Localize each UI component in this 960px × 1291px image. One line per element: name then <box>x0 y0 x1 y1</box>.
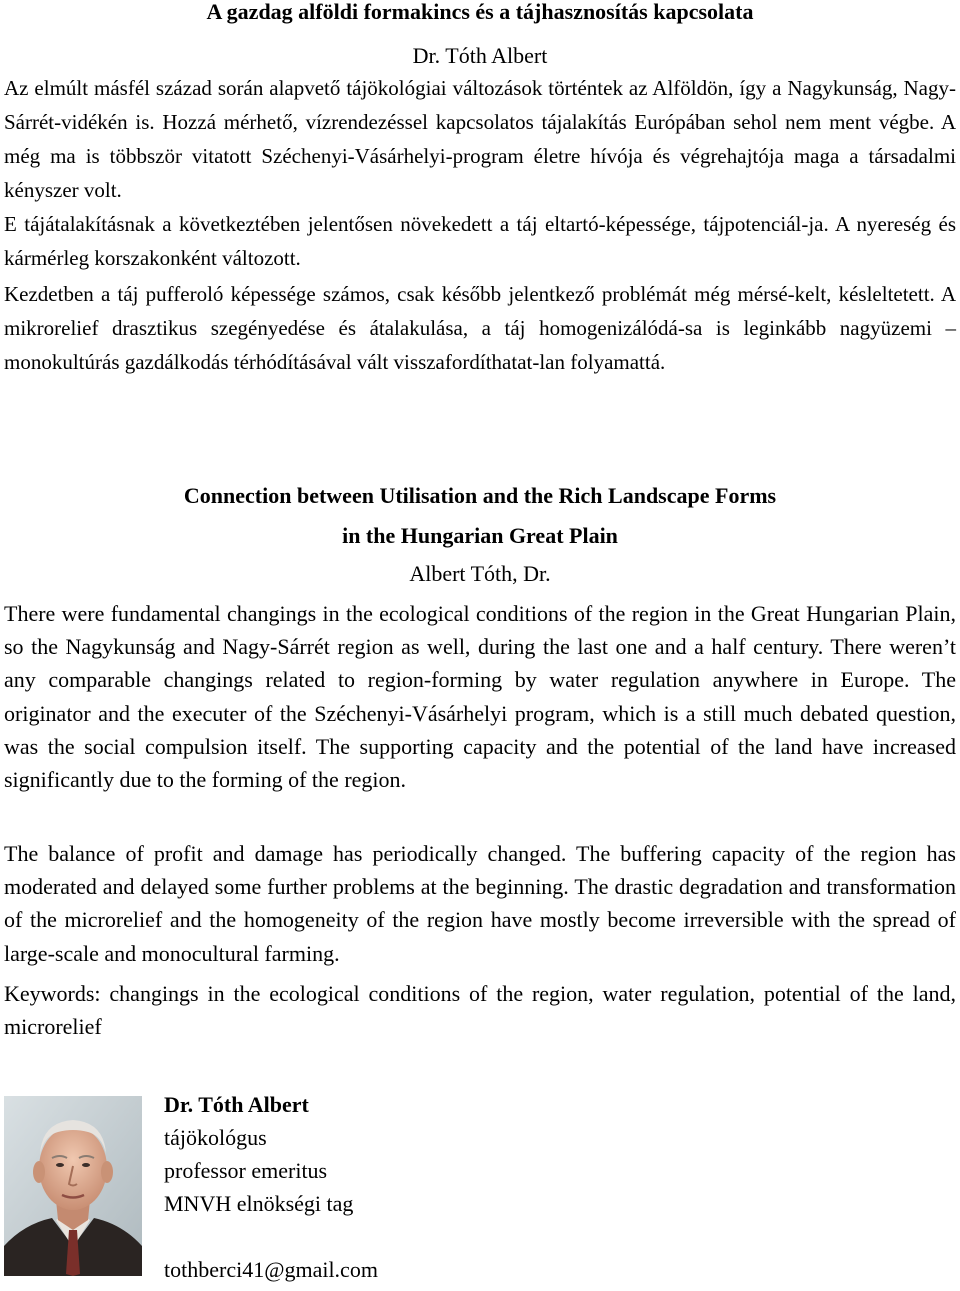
english-title-line-2: in the Hungarian Great Plain <box>342 523 618 548</box>
english-title <box>0 476 960 556</box>
bio-role-1: tájökológus <box>164 1125 267 1150</box>
english-keywords: Keywords: changings in the ecological conditions of the region, water regulation, potential of the land, microrelief <box>4 981 956 1040</box>
hungarian-paragraph-2: E tájátalakításnak a következtében jelentősen növekedett a táj eltartó-képessége, tájpotenciál-ja. A nyereség és kármérleg korszakonként változott. <box>4 212 956 270</box>
portrait-illustration <box>4 1096 142 1276</box>
english-paragraph-1: There were fundamental changings in the ecological conditions of the region in the Great Hungarian Plain, so the Nagykunság and Nagy-Sárrét region as well, during the last one and a half century. There weren’t any comparable changings related to region-forming by water regulation anywhere in Europe. The originator and the executer of the Széchenyi-Vásárhelyi program, which is a still much debated question, was the social compulsion itself. The supporting capacity and the potential of the land have increased significantly due to the forming of the region. <box>4 601 956 793</box>
bio-role-3: MNVH elnökségi tag <box>164 1191 354 1216</box>
author-bio <box>164 1088 378 1286</box>
hungarian-paragraph-1: Az elmúlt másfél század során alapvető tájökológiai változások történtek az Alföldön, így a Nagykunság, Nagy-Sárrét-vidékén is. Hozzá mérhető, vízrendezéssel kapcsolatos tájalakítás Európában sehol nem ment végbe. A még ma is többször vitatott Széchenyi-Vásárhelyi-program életre hívója és végrehajtója maga a társadalmi kényszer volt. <box>4 76 956 202</box>
author-portrait-photo <box>4 1096 142 1276</box>
bio-name: Dr. Tóth Albert <box>164 1092 309 1117</box>
english-paragraph-2: The balance of profit and damage has periodically changed. The buffering capacity of the region has moderated and delayed some further problems at the beginning. The drastic degradation and transformation of the microrelief and the homogeneity of the region have mostly become irreversible with the spread of large-scale and monocultural farming. <box>4 841 956 966</box>
hungarian-paragraph-3: Kezdetben a táj pufferoló képessége számos, csak később jelentkező problémát még mérsé-kelt, késleltetett. A mikrorelief drasztikus szegényedése és átalakulása, a táj homogenizálódá-sa is leginkább nagyüzemi – monokultúrás gazdálkodás térhódításával vált visszafordíthatat-lan folyamattá. <box>4 282 956 374</box>
bio-role-2: professor emeritus <box>164 1158 328 1183</box>
hungarian-author: Dr. Tóth Albert <box>412 43 548 68</box>
bio-email: tothberci41@gmail.com <box>164 1257 378 1282</box>
hungarian-title: A gazdag alföldi formakincs és a tájhasznosítás kapcsolata <box>206 0 754 24</box>
english-author: Albert Tóth, Dr. <box>409 561 551 586</box>
english-title-line-1: Connection between Utilisation and the Rich Landscape Forms <box>183 483 777 508</box>
